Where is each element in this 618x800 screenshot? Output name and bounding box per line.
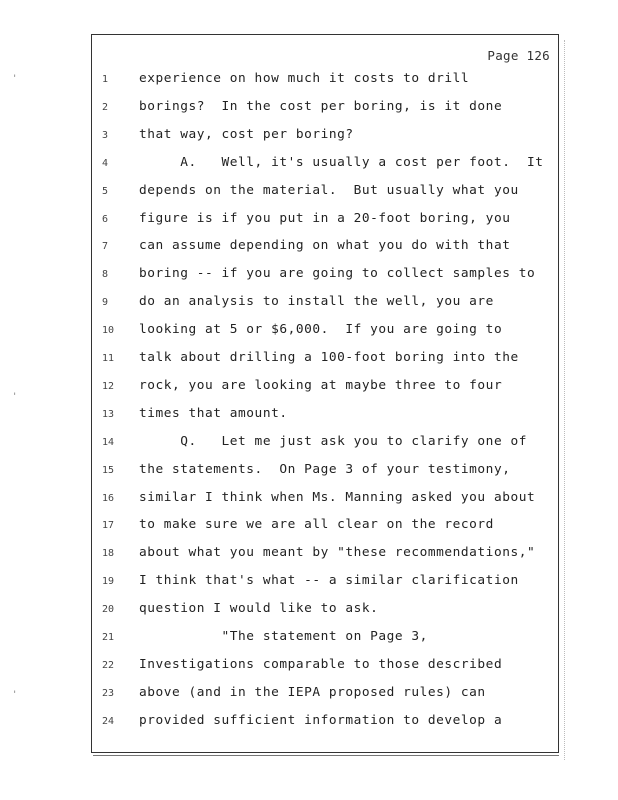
line-number: 21 [102, 632, 115, 643]
line-number: 7 [102, 241, 109, 253]
transcript-line [92, 490, 558, 518]
line-text: rock, you are looking at maybe three to four [139, 377, 503, 393]
margin-tick-mark: ' [12, 74, 18, 84]
transcript-line [92, 406, 558, 434]
line-text: Q. Let me just ask you to clarify one of [139, 433, 527, 449]
margin-tick-mark: ' [12, 392, 18, 402]
line-text: "The statement on Page 3, [139, 629, 428, 644]
line-text: do an analysis to install the well, you are [139, 294, 494, 310]
line-number: 6 [102, 213, 109, 225]
line-text: question I would like to ask. [139, 601, 379, 617]
transcript-line [92, 71, 558, 99]
line-number: 22 [102, 659, 115, 671]
line-number: 18 [102, 548, 115, 560]
line-number: 16 [102, 492, 115, 504]
transcript-line [92, 378, 558, 406]
line-number: 10 [102, 325, 115, 337]
line-text: depends on the material. But usually what you [139, 182, 519, 198]
transcript-line [92, 545, 558, 573]
line-text: talk about drilling a 100-foot boring into the [139, 350, 519, 365]
margin-tick-mark: ' [12, 690, 18, 700]
line-number: 5 [102, 185, 109, 197]
transcript-line [92, 601, 558, 629]
transcript-line [92, 266, 558, 294]
line-number: 13 [102, 408, 115, 420]
line-text: borings? In the cost per boring, is it done [139, 98, 503, 114]
line-text: experience on how much it costs to drill [139, 71, 470, 86]
line-text: provided sufficient information to develop a [139, 712, 503, 728]
line-number: 3 [102, 129, 109, 141]
line-number: 23 [102, 687, 115, 699]
transcript-line [92, 713, 558, 741]
page-bottom-rule [93, 755, 559, 756]
transcript-line [92, 127, 558, 155]
line-text: boring -- if you are going to collect samples to [139, 266, 536, 282]
line-number: 1 [102, 74, 109, 85]
line-text: above (and in the IEPA proposed rules) can [139, 684, 486, 700]
transcript-line [92, 294, 558, 322]
line-number: 17 [102, 520, 115, 532]
line-text: about what you meant by "these recommendations," [139, 545, 536, 561]
transcript-line [92, 573, 558, 601]
scan-edge-line [564, 40, 566, 760]
transcript-line [92, 517, 558, 545]
line-number: 15 [102, 464, 115, 476]
transcript-line [92, 350, 558, 378]
line-text: the statements. On Page 3 of your testimony, [139, 461, 511, 477]
line-number: 11 [102, 353, 115, 364]
page-number: Page 126 [487, 48, 550, 63]
transcript-line [92, 211, 558, 239]
line-text: looking at 5 or $6,000. If you are going to [139, 322, 503, 338]
transcript-line [92, 322, 558, 350]
line-text: times that amount. [139, 405, 288, 421]
line-text: that way, cost per boring? [139, 126, 354, 142]
line-number: 12 [102, 380, 115, 392]
line-text: can assume depending on what you do with that [139, 238, 511, 254]
transcript-line [92, 155, 558, 183]
transcript-line [92, 462, 558, 490]
transcript-line [92, 99, 558, 127]
line-text: to make sure we are all clear on the record [139, 517, 494, 533]
transcript-line [92, 183, 558, 211]
transcript-line [92, 434, 558, 462]
line-number: 14 [102, 436, 115, 448]
line-number: 4 [102, 157, 109, 169]
line-text: A. Well, it's usually a cost per foot. It [139, 154, 544, 170]
transcript-line [92, 657, 558, 685]
line-number: 9 [102, 297, 109, 309]
line-text: Investigations comparable to those described [139, 656, 503, 672]
line-text: similar I think when Ms. Manning asked you about [139, 489, 536, 505]
transcript-line [92, 238, 558, 266]
transcript-line [92, 629, 558, 657]
transcript-line [92, 685, 558, 713]
line-number: 8 [102, 269, 109, 281]
line-text: figure is if you put in a 20-foot boring, you [139, 210, 511, 226]
line-number: 20 [102, 604, 115, 616]
transcript-page [91, 34, 559, 753]
line-number: 24 [102, 715, 115, 727]
line-text: I think that's what -- a similar clarification [139, 573, 519, 589]
line-number: 19 [102, 576, 115, 588]
line-number: 2 [102, 101, 109, 113]
